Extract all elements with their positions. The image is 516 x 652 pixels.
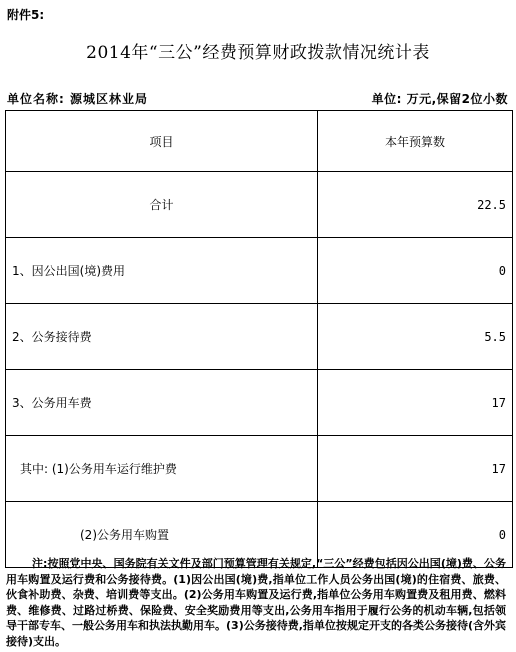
row-value: 5.5 — [318, 304, 513, 370]
header-item: 项目 — [6, 111, 318, 172]
unit-note: 单位: 万元,保留2位小数 — [371, 92, 508, 106]
footnote: 注:按照党中央、国务院有关文件及部门预算管理有关规定,“三公”经费包括因公出国(境)费、公务用车购置及运行费和公务接待费。(1)因公出国(境)费,指单位工作人员公务出国(境)的住宿费、旅费、伙食补助费、杂费、培训费等支出。(2)公务用车购置及运行费,指单位公务用车购置费及租用费、燃料费、维修费、过路过桥费、保险费、安全奖励费用等支出,公务用车指用于履行公务的机动车辆,包括领导干部专车、一般公务用车和执法执勤用车。(3)公务接待费,指单位按规定开支的各类公务接待(含外宾接待)支出。 — [6, 557, 506, 648]
row-item: 1、因公出国(境)费用 — [6, 238, 318, 304]
table-row — [6, 304, 513, 370]
table-row — [6, 370, 513, 436]
row-value: 17 — [318, 436, 513, 502]
row-value: 22.5 — [318, 172, 513, 238]
attachment-label: 附件5: — [7, 8, 45, 22]
row-value: 0 — [318, 238, 513, 304]
unit-name: 单位名称: 源城区林业局 — [7, 92, 148, 106]
table-header-row — [6, 111, 513, 172]
table-row-total — [6, 172, 513, 238]
row-item: 合计 — [6, 172, 318, 238]
page-title: 2014年“三公”经费预算财政拨款情况统计表 — [86, 43, 430, 63]
row-value: 17 — [318, 370, 513, 436]
row-value: 0 — [318, 502, 513, 568]
table-row — [6, 436, 513, 502]
row-item: 3、公务用车费 — [6, 370, 318, 436]
header-budget: 本年预算数 — [318, 111, 513, 172]
row-item: 2、公务接待费 — [6, 304, 318, 370]
table-row — [6, 238, 513, 304]
row-item: (2)公务用车购置 — [6, 502, 318, 568]
row-item: 其中: (1)公务用车运行维护费 — [6, 436, 318, 502]
budget-table — [5, 110, 513, 568]
